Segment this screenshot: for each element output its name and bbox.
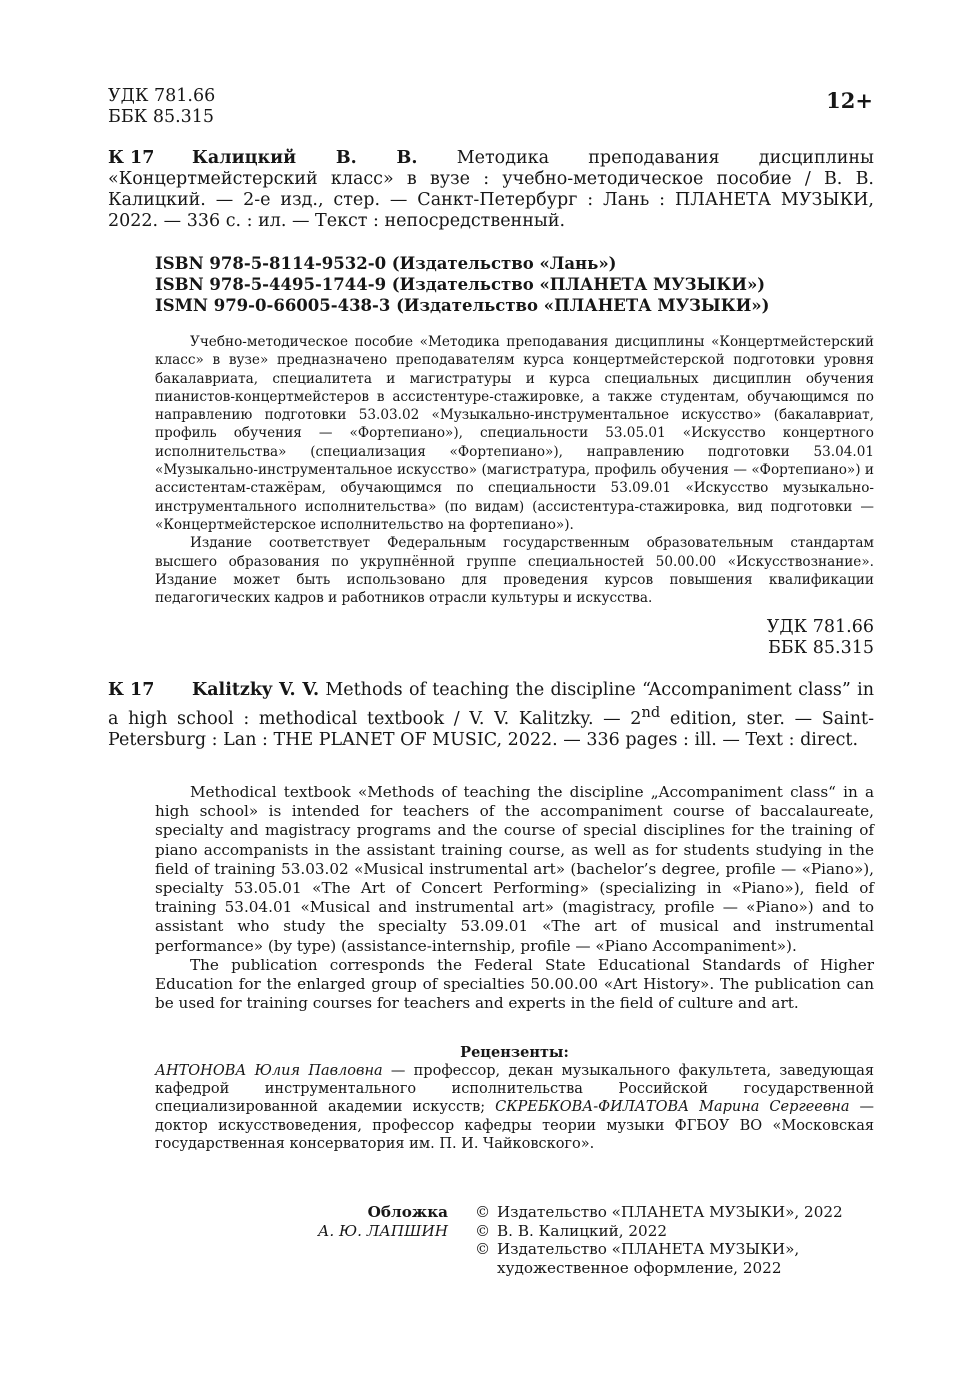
reviewer-description: — профессор, декан музыкального факультета, заведующая кафедрой инструментального исполнительства Российской государственной специализированной академии искусств; xyxy=(155,1063,874,1116)
copyright-text: Издательство «ПЛАНЕТА МУЗЫКИ», xyxy=(497,1240,800,1258)
copyright-symbol: © xyxy=(475,1240,491,1258)
author-mark: К 17 xyxy=(108,680,155,700)
copyright-line xyxy=(475,1203,843,1222)
entry-text-ru xyxy=(108,148,874,232)
copyright-text: Издательство «ПЛАНЕТА МУЗЫКИ», 2022 xyxy=(497,1203,843,1221)
udk-code: УДК 781.66 xyxy=(766,617,874,637)
author-mark: К 17 xyxy=(108,148,155,168)
copyright-symbol: © xyxy=(475,1203,491,1221)
annotation-ru xyxy=(155,333,874,607)
isbn-line: ISBN 978-5-4495-1744-9 (Издательство «ПЛАНЕТА МУЗЫКИ») xyxy=(155,275,766,294)
bibliographic-entry-ru xyxy=(108,148,874,232)
copyright-block xyxy=(475,1203,843,1277)
cover-label: Обложка xyxy=(367,1203,448,1221)
annotation-paragraph: Methodical textbook «Methods of teaching the discipline „Accompaniment class“ in a high school» is intended for teachers of the accompaniment course of baccalaureate, specialty and magistracy programs and the course of special disciplines for the training of piano accompanists in the assistant training course, as well as for students studying in the field of training 53.03.02 «Musical instrumental art» (bachelor’s degree, profile — «Piano»), specialty 53.05.01 «The Art of Concert Performing» (specializing in «Piano»), field of training 53.04.01 «Musical and instrumental art» (magistracy, profile — «Piano») and to assistant who study the specialty 53.09.01 «The art of musical and instrumental performance» (by type) (assistance-internship, profile — «Piano Accompaniment»). xyxy=(155,783,874,955)
isbn-list xyxy=(155,253,769,316)
reviewer-name: АНТОНОВА Юлия Павловна xyxy=(155,1063,383,1079)
copyright-continuation: художественное оформление, 2022 xyxy=(497,1258,782,1277)
bbk-code: ББК 85.315 xyxy=(767,638,874,658)
reviewers-text xyxy=(155,1062,874,1153)
bibliographic-entry-en xyxy=(108,680,874,751)
cover-credit xyxy=(318,1203,448,1240)
copyright-line xyxy=(475,1222,843,1241)
entry-author: Калицкий В. В. xyxy=(192,148,418,168)
entry-description: Methods of teaching the discipline “Accompaniment class” in a high school : methodical textbook / V. V. Kalitzky. — 2 xyxy=(108,680,874,729)
classification-codes xyxy=(108,86,215,128)
cover-designer: А. Ю. ЛАПШИН xyxy=(317,1221,448,1240)
age-rating: 12+ xyxy=(826,88,873,113)
classification-codes-right xyxy=(767,617,874,659)
annotation-paragraph: The publication corresponds the Federal State Educational Standards of Higher Education for the enlarged group of specialties 50.00.00 «Art History». The publication can be used for training courses for teachers and experts in the field of culture and art. xyxy=(155,955,874,1013)
bbk-code: ББК 85.315 xyxy=(108,107,215,127)
reviewer-description: — доктор искусствоведения, профессор кафедры теории музыки ФГБОУ ВО «Московская государственная консерватория им. П. И. Чайковского». xyxy=(155,1099,875,1152)
reviewer-name: СКРЕБКОВА-ФИЛАТОВА Марина Сергеевна xyxy=(495,1099,850,1116)
copyright-text: В. В. Калицкий, 2022 xyxy=(497,1221,668,1240)
annotation-paragraph: Учебно-методическое пособие «Методика преподавания дисциплины «Концертмейстерский класс» в вузе» предназначено преподавателям курса концертмейстерской подготовки уровня бакалавриата, специалитета и магистратуры и курса специальных дисциплин обучения пианистов-концертмейстеров в ассистентуре-стажировке, а также студентам, обучающимся по направлению подготовки 53.03.02 «Музыкально-инструментальное искусство» (бакалавриат, профиль обучения — «Фортепиано»), специальности 53.05.01 «Искусство концертного исполнительства» (специализация «Фортепиано»), направлению подготовки 53.04.01 «Музыкально-инструментальное искусство» (магистратура, профиль обучения — «Фортепиано») и ассистентам-стажёрам, обучающимся по специальности 53.09.01 «Искусство музыкально-инструментального исполнительства» (по видам) (ассистентура-стажировка, вид подготовки — «Концертмейстерское исполнительство на фортепиано»). xyxy=(155,334,874,533)
entry-description-cont: edition, ster. — Saint-Petersburg : Lan : THE PLANET OF MUSIC, 2022. — 336 pages : ill. — Text : direct. xyxy=(108,708,874,750)
reviewers-heading: Рецензенты: xyxy=(460,1044,569,1061)
copyright-symbol: © xyxy=(475,1221,491,1240)
edition-superscript: nd xyxy=(641,703,661,721)
ismn-line: ISMN 979-0-66005-438-3 (Издательство «ПЛАНЕТА МУЗЫКИ») xyxy=(155,296,770,315)
isbn-line: ISBN 978-5-8114-9532-0 (Издательство «Лань») xyxy=(155,254,617,273)
entry-text-en xyxy=(108,680,874,751)
entry-description: Методика преподавания дисциплины «Концертмейстерский класс» в вузе : учебно-методическое пособие / В. В. Калицкий. — 2-е изд., стер. — Санкт-Петербург : Лань : ПЛАНЕТА МУЗЫКИ, 2022. — 336 с. : ил. — Текст : непосредственный. xyxy=(108,148,874,231)
annotation-en xyxy=(155,783,874,1013)
udk-code: УДК 781.66 xyxy=(108,86,216,106)
copyright-line xyxy=(475,1240,843,1259)
annotation-paragraph: Издание соответствует Федеральным государственным образовательным стандартам высшего образования по укрупнённой группе специальностей 50.00.00 «Искусствознание». Издание может быть использовано для проведения курсов повышения квалификации педагогических кадров и работников отрасли культуры и искусства. xyxy=(155,535,874,607)
entry-author: Kalitzky V. V. xyxy=(192,680,320,700)
